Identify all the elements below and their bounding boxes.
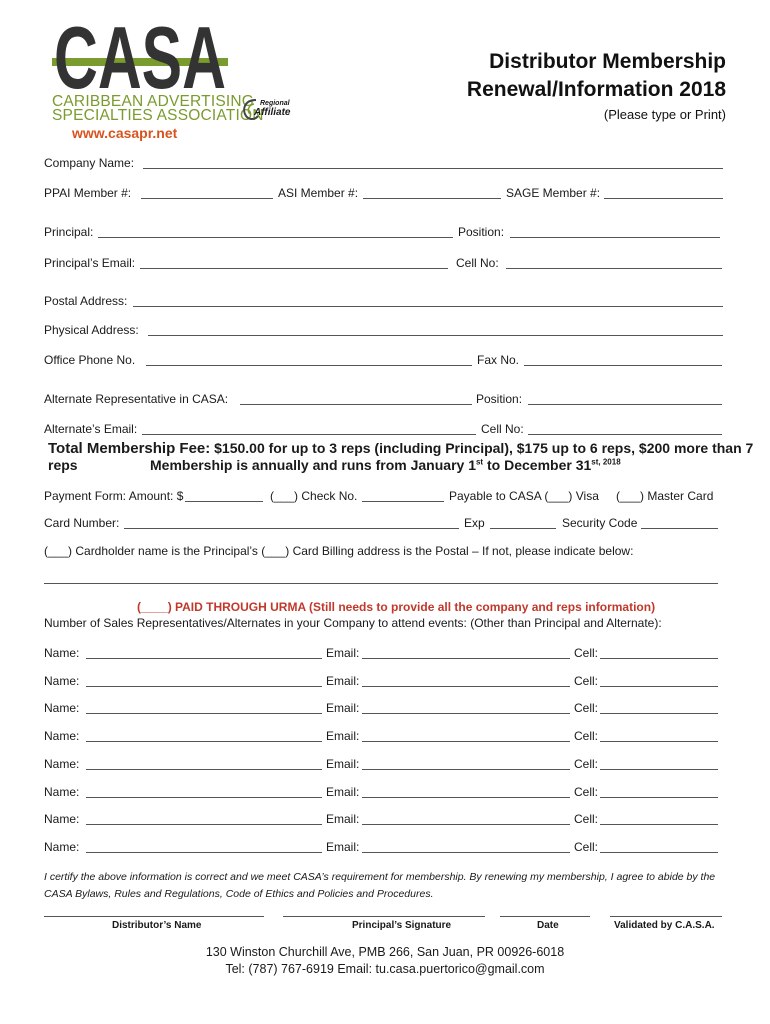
company-name-label: Company Name:	[44, 156, 135, 170]
form-title-line1: Distributor Membership	[489, 50, 726, 73]
rep-name-label: Name:	[44, 646, 80, 660]
rep-cell-label: Cell:	[574, 674, 599, 688]
alt-email-label: Alternate’s Email:	[44, 422, 138, 436]
rep-email-field[interactable]	[362, 797, 570, 798]
period-end: to December 31	[483, 457, 592, 473]
sage-label: SAGE Member #:	[506, 186, 601, 200]
fax-label: Fax No.	[477, 353, 520, 367]
rep-cell-field[interactable]	[600, 741, 718, 742]
rep-cell-field[interactable]	[600, 824, 718, 825]
check-option[interactable]: (___) Check No.	[270, 489, 358, 503]
period-start: Membership is annually and runs from January 1	[150, 457, 476, 473]
physical-address-field[interactable]	[148, 335, 723, 336]
rep-name-field[interactable]	[86, 769, 322, 770]
asi-label: ASI Member #:	[278, 186, 359, 200]
security-code-label: Security Code	[562, 516, 638, 530]
rep-email-label: Email:	[326, 729, 360, 743]
rep-name-label: Name:	[44, 674, 80, 688]
rep-name-field[interactable]	[86, 741, 322, 742]
validated-field[interactable]	[610, 916, 722, 917]
card-number-field[interactable]	[124, 528, 459, 529]
validated-label: Validated by C.A.S.A.	[614, 920, 715, 931]
org-name-line2: SPECIALTIES ASSOCIATION	[52, 107, 264, 124]
rep-email-label: Email:	[326, 701, 360, 715]
physical-address-label: Physical Address:	[44, 323, 139, 337]
date-field[interactable]	[500, 916, 590, 917]
distributor-name-label: Distributor’s Name	[112, 920, 202, 931]
rep-name-field[interactable]	[86, 686, 322, 687]
rep-email-field[interactable]	[362, 852, 570, 853]
cell-no-field[interactable]	[506, 268, 722, 269]
rep-cell-label: Cell:	[574, 840, 599, 854]
rep-name-label: Name:	[44, 785, 80, 799]
rep-cell-field[interactable]	[600, 797, 718, 798]
exp-field[interactable]	[490, 528, 556, 529]
membership-period	[150, 457, 621, 473]
principal-email-field[interactable]	[140, 268, 448, 269]
rep-name-field[interactable]	[86, 713, 322, 714]
fee-label: Total Membership Fee:	[48, 440, 211, 457]
rep-cell-label: Cell:	[574, 729, 599, 743]
rep-name-field[interactable]	[86, 797, 322, 798]
office-phone-label: Office Phone No.	[44, 353, 136, 367]
org-name-line1: CARIBBEAN ADVERTISING	[52, 93, 255, 110]
company-name-field[interactable]	[143, 168, 723, 169]
rep-name-field[interactable]	[86, 852, 322, 853]
reps-intro: Number of Sales Representatives/Alternates in your Company to attend events: (Other than Principal and Alternate):	[44, 616, 662, 630]
position-label: Position:	[458, 225, 505, 239]
rep-email-label: Email:	[326, 812, 360, 826]
postal-address-field[interactable]	[133, 306, 723, 307]
date-label: Date	[537, 920, 559, 931]
principal-signature-label: Principal’s Signature	[352, 920, 452, 931]
rep-cell-field[interactable]	[600, 658, 718, 659]
sage-field[interactable]	[604, 198, 723, 199]
form-subtitle: (Please type or Print)	[603, 107, 726, 122]
asi-field[interactable]	[363, 198, 501, 199]
alt-cell-label: Cell No:	[481, 422, 524, 436]
alt-email-field[interactable]	[142, 434, 476, 435]
casa-logo-text: CASA	[54, 18, 226, 96]
mastercard-option[interactable]: (___) Master Card	[616, 489, 714, 503]
payment-amount-field[interactable]	[185, 501, 263, 502]
visa-option[interactable]: Payable to CASA (___) Visa	[449, 489, 599, 503]
rep-email-field[interactable]	[362, 713, 570, 714]
rep-email-label: Email:	[326, 674, 360, 688]
footer-contact: Tel: (787) 767-6919 Email: tu.casa.puertorico@gmail.com	[225, 962, 545, 976]
exp-label: Exp	[464, 516, 485, 530]
rep-name-label: Name:	[44, 757, 80, 771]
security-code-field[interactable]	[641, 528, 718, 529]
casa-logo-mark	[52, 18, 228, 96]
rep-email-field[interactable]	[362, 686, 570, 687]
rep-cell-field[interactable]	[600, 686, 718, 687]
rep-name-label: Name:	[44, 812, 80, 826]
rep-cell-field[interactable]	[600, 852, 718, 853]
distributor-name-field[interactable]	[44, 916, 264, 917]
check-number-field[interactable]	[362, 501, 444, 502]
principal-field[interactable]	[98, 237, 453, 238]
rep-cell-field[interactable]	[600, 713, 718, 714]
period-sup1: st	[475, 457, 484, 467]
principal-label: Principal:	[44, 225, 94, 239]
position-field[interactable]	[510, 237, 720, 238]
ppai-field[interactable]	[141, 198, 273, 199]
alt-cell-field[interactable]	[528, 434, 722, 435]
affiliate-label-2: Affiliate	[254, 107, 291, 118]
principal-email-label: Principal’s Email:	[44, 256, 136, 270]
urma-option[interactable]: (____) PAID THROUGH URMA (Still needs to provide all the company and reps information)	[137, 600, 656, 614]
rep-cell-label: Cell:	[574, 701, 599, 715]
website-link[interactable]: www.casapr.net	[72, 125, 178, 141]
cardholder-note: (___) Cardholder name is the Principal’s (___) Card Billing address is the Postal – If not, please indicate below:	[44, 544, 634, 558]
rep-email-field[interactable]	[362, 741, 570, 742]
postal-address-label: Postal Address:	[44, 294, 128, 308]
rep-name-label: Name:	[44, 840, 80, 854]
rep-name-field[interactable]	[86, 658, 322, 659]
office-phone-field[interactable]	[146, 365, 472, 366]
period-sup2: st, 2018	[591, 457, 621, 467]
rep-name-label: Name:	[44, 701, 80, 715]
rep-name-field[interactable]	[86, 824, 322, 825]
rep-email-field[interactable]	[362, 824, 570, 825]
rep-email-field[interactable]	[362, 658, 570, 659]
rep-email-label: Email:	[326, 840, 360, 854]
alt-position-field[interactable]	[528, 404, 722, 405]
rep-cell-label: Cell:	[574, 646, 599, 660]
rep-email-label: Email:	[326, 646, 360, 660]
alt-position-label: Position:	[476, 392, 523, 406]
alt-rep-label: Alternate Representative in CASA:	[44, 392, 229, 406]
form-title-line2: Renewal/Information 2018	[466, 78, 726, 101]
rep-email-field[interactable]	[362, 769, 570, 770]
footer-address: 130 Winston Churchill Ave, PMB 266, San Juan, PR 00926-6018	[205, 945, 565, 959]
ppai-label: PPAI Member #:	[44, 186, 132, 200]
regional-affiliate-badge	[240, 96, 306, 126]
rep-name-label: Name:	[44, 729, 80, 743]
rep-cell-label: Cell:	[574, 785, 599, 799]
principal-signature-field[interactable]	[283, 916, 485, 917]
billing-address-field[interactable]	[44, 583, 718, 584]
card-number-label: Card Number:	[44, 516, 120, 530]
rep-email-label: Email:	[326, 757, 360, 771]
affiliate-label-1: Regional	[260, 100, 290, 107]
rep-email-label: Email:	[326, 785, 360, 799]
rep-cell-label: Cell:	[574, 757, 599, 771]
certification-text: I certify the above information is correct and we meet CASA’s requirement for membership. By renewing my membership, I agree to abide by the CASA Bylaws, Rules and Regulations, Code of Ethics and Policies and Procedures.	[44, 871, 716, 900]
fee-text: $150.00 for up to 3 reps (including Principal), $175 up to 6 reps, $200 more than 7 reps	[48, 440, 754, 473]
fax-field[interactable]	[524, 365, 722, 366]
rep-cell-label: Cell:	[574, 812, 599, 826]
alt-rep-field[interactable]	[240, 404, 472, 405]
rep-cell-field[interactable]	[600, 769, 718, 770]
cell-no-label: Cell No:	[456, 256, 499, 270]
payment-amount-label: Payment Form: Amount: $	[44, 489, 184, 503]
